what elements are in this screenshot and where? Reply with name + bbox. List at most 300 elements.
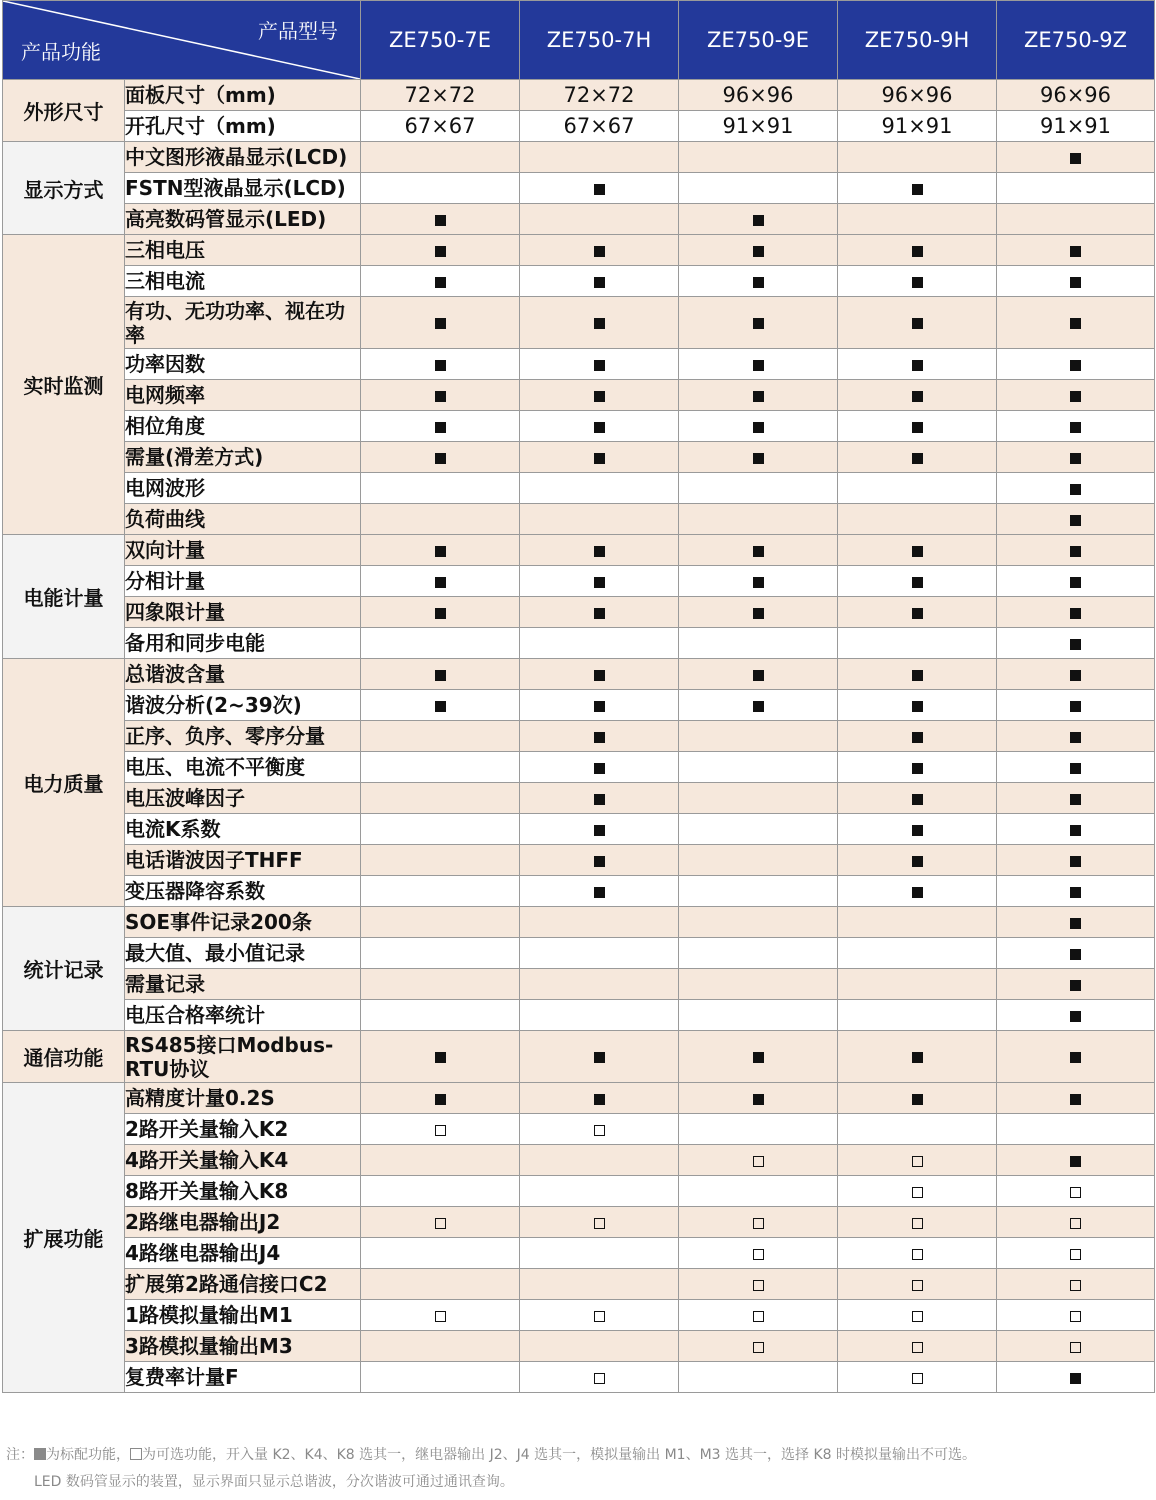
value-cell <box>997 266 1155 297</box>
value-cell <box>997 690 1155 721</box>
standard-square-icon <box>435 246 446 257</box>
value-cell <box>838 876 997 907</box>
optional-square-icon <box>912 1187 923 1198</box>
standard-square-icon <box>1070 453 1081 464</box>
standard-square-icon <box>594 577 605 588</box>
value-cell <box>361 380 520 411</box>
value-cell <box>997 111 1155 142</box>
standard-square-icon <box>1070 670 1081 681</box>
value-cell <box>838 690 997 721</box>
standard-square-icon <box>594 453 605 464</box>
value-cell <box>997 721 1155 752</box>
optional-square-icon <box>435 1218 446 1229</box>
value-cell <box>679 907 838 938</box>
table-row <box>3 1238 1155 1269</box>
standard-square-icon <box>1070 246 1081 257</box>
standard-square-icon <box>34 1448 46 1460</box>
feature-label: 2路继电器输出J2 <box>125 1207 361 1238</box>
category-label: 实时监测 <box>3 235 125 535</box>
standard-square-icon <box>435 577 446 588</box>
value-cell <box>838 204 997 235</box>
value-cell <box>361 659 520 690</box>
feature-label: RS485接口Modbus-RTU协议 <box>125 1031 361 1083</box>
standard-square-icon <box>912 1094 923 1105</box>
optional-square-icon <box>753 1249 764 1260</box>
value-cell <box>520 1176 679 1207</box>
value-cell <box>838 1031 997 1083</box>
value-cell <box>838 1145 997 1176</box>
value-cell <box>361 1300 520 1331</box>
table-row <box>3 1145 1155 1176</box>
value-cell <box>997 473 1155 504</box>
value-cell <box>838 783 997 814</box>
feature-label: 开孔尺寸（mm) <box>125 111 361 142</box>
table-row <box>3 1176 1155 1207</box>
table-row <box>3 235 1155 266</box>
value-cell <box>520 204 679 235</box>
standard-square-icon <box>1070 856 1081 867</box>
value-cell <box>520 1207 679 1238</box>
value-cell <box>520 349 679 380</box>
feature-label: 最大值、最小值记录 <box>125 938 361 969</box>
standard-square-icon <box>435 701 446 712</box>
table-row <box>3 1114 1155 1145</box>
value-cell <box>361 1238 520 1269</box>
table-row <box>3 173 1155 204</box>
table-row <box>3 814 1155 845</box>
optional-square-icon <box>912 1218 923 1229</box>
feature-label: 电话谐波因子THFF <box>125 845 361 876</box>
category-label: 外形尺寸 <box>3 80 125 142</box>
value-cell <box>997 204 1155 235</box>
value-cell <box>520 442 679 473</box>
standard-square-icon <box>753 318 764 329</box>
dimension-value: 96×96 <box>722 83 794 107</box>
value-cell <box>997 1362 1155 1393</box>
value-cell <box>361 938 520 969</box>
value-cell <box>361 1269 520 1300</box>
standard-square-icon <box>435 215 446 226</box>
category-label: 统计记录 <box>3 907 125 1031</box>
table-row <box>3 597 1155 628</box>
standard-square-icon <box>594 794 605 805</box>
value-cell <box>838 535 997 566</box>
standard-square-icon <box>912 1052 923 1063</box>
standard-square-icon <box>912 391 923 402</box>
value-cell <box>520 411 679 442</box>
optional-square-icon <box>912 1280 923 1291</box>
value-cell <box>838 659 997 690</box>
dimension-value: 72×72 <box>404 83 476 107</box>
footnote-prefix: 注： <box>6 1447 34 1463</box>
value-cell <box>838 1331 997 1362</box>
standard-square-icon <box>435 318 446 329</box>
spec-table <box>2 0 1155 1393</box>
table-row <box>3 566 1155 597</box>
value-cell <box>997 907 1155 938</box>
value-cell <box>679 814 838 845</box>
value-cell <box>997 1031 1155 1083</box>
table-row <box>3 266 1155 297</box>
standard-square-icon <box>753 546 764 557</box>
feature-label: 4路开关量输入K4 <box>125 1145 361 1176</box>
value-cell <box>520 907 679 938</box>
corner-model-label: 产品型号 <box>258 19 338 43</box>
table-row <box>3 1207 1155 1238</box>
optional-square-icon <box>753 1342 764 1353</box>
standard-square-icon <box>435 422 446 433</box>
optional-square-icon <box>753 1280 764 1291</box>
value-cell <box>520 1145 679 1176</box>
value-cell <box>679 969 838 1000</box>
standard-square-icon <box>753 701 764 712</box>
standard-square-icon <box>912 825 923 836</box>
standard-square-icon <box>435 277 446 288</box>
value-cell <box>997 442 1155 473</box>
standard-square-icon <box>912 577 923 588</box>
value-cell <box>838 1207 997 1238</box>
optional-square-icon <box>912 1156 923 1167</box>
standard-square-icon <box>1070 277 1081 288</box>
standard-square-icon <box>435 453 446 464</box>
standard-square-icon <box>912 184 923 195</box>
standard-square-icon <box>912 318 923 329</box>
value-cell <box>997 969 1155 1000</box>
optional-square-icon <box>594 1311 605 1322</box>
standard-square-icon <box>594 825 605 836</box>
dimension-value: 91×91 <box>722 114 794 138</box>
footnote-text-a: 为标配功能， <box>46 1447 130 1463</box>
value-cell <box>838 504 997 535</box>
value-cell <box>997 80 1155 111</box>
standard-square-icon <box>753 577 764 588</box>
feature-label: 备用和同步电能 <box>125 628 361 659</box>
feature-label: 负荷曲线 <box>125 504 361 535</box>
value-cell <box>520 1238 679 1269</box>
feature-label: 电网波形 <box>125 473 361 504</box>
model-header: ZE750-7H <box>520 1 679 80</box>
value-cell <box>838 297 997 349</box>
value-cell <box>361 111 520 142</box>
value-cell <box>679 597 838 628</box>
header-corner <box>3 1 361 80</box>
value-cell <box>361 204 520 235</box>
standard-square-icon <box>1070 701 1081 712</box>
value-cell <box>838 173 997 204</box>
standard-square-icon <box>435 360 446 371</box>
standard-square-icon <box>1070 887 1081 898</box>
table-row <box>3 349 1155 380</box>
standard-square-icon <box>753 277 764 288</box>
value-cell <box>361 1114 520 1145</box>
model-header: ZE750-9Z <box>997 1 1155 80</box>
value-cell <box>520 938 679 969</box>
standard-square-icon <box>594 856 605 867</box>
table-row <box>3 1300 1155 1331</box>
standard-square-icon <box>435 1094 446 1105</box>
value-cell <box>997 173 1155 204</box>
table-row <box>3 204 1155 235</box>
standard-square-icon <box>1070 1094 1081 1105</box>
value-cell <box>520 969 679 1000</box>
value-cell <box>838 1000 997 1031</box>
standard-square-icon <box>753 391 764 402</box>
value-cell <box>997 1114 1155 1145</box>
value-cell <box>679 504 838 535</box>
feature-label: 高精度计量0.2S <box>125 1083 361 1114</box>
standard-square-icon <box>1070 794 1081 805</box>
standard-square-icon <box>1070 546 1081 557</box>
dimension-value: 67×67 <box>563 114 635 138</box>
value-cell <box>679 1207 838 1238</box>
value-cell <box>997 1145 1155 1176</box>
value-cell <box>679 845 838 876</box>
value-cell <box>361 235 520 266</box>
table-row <box>3 938 1155 969</box>
optional-square-icon <box>753 1156 764 1167</box>
value-cell <box>520 752 679 783</box>
value-cell <box>997 1238 1155 1269</box>
feature-label: 有功、无功功率、视在功率 <box>125 297 361 349</box>
feature-label: 电压合格率统计 <box>125 1000 361 1031</box>
standard-square-icon <box>753 670 764 681</box>
standard-square-icon <box>435 1052 446 1063</box>
value-cell <box>520 142 679 173</box>
standard-square-icon <box>594 608 605 619</box>
value-cell <box>997 235 1155 266</box>
table-row <box>3 504 1155 535</box>
category-label: 电能计量 <box>3 535 125 659</box>
value-cell <box>997 142 1155 173</box>
standard-square-icon <box>753 360 764 371</box>
standard-square-icon <box>753 1052 764 1063</box>
standard-square-icon <box>1070 484 1081 495</box>
standard-square-icon <box>1070 918 1081 929</box>
optional-square-icon <box>1070 1218 1081 1229</box>
value-cell <box>679 1114 838 1145</box>
feature-label: 功率因数 <box>125 349 361 380</box>
standard-square-icon <box>912 887 923 898</box>
value-cell <box>838 1300 997 1331</box>
value-cell <box>520 1031 679 1083</box>
value-cell <box>361 783 520 814</box>
standard-square-icon <box>1070 422 1081 433</box>
value-cell <box>997 1083 1155 1114</box>
feature-label: 电网频率 <box>125 380 361 411</box>
table-row <box>3 876 1155 907</box>
value-cell <box>997 380 1155 411</box>
value-cell <box>520 535 679 566</box>
table-row <box>3 628 1155 659</box>
value-cell <box>838 566 997 597</box>
standard-square-icon <box>594 277 605 288</box>
standard-square-icon <box>753 215 764 226</box>
feature-label: 4路继电器输出J4 <box>125 1238 361 1269</box>
standard-square-icon <box>912 670 923 681</box>
feature-label: 高亮数码管显示(LED) <box>125 204 361 235</box>
value-cell <box>361 535 520 566</box>
value-cell <box>520 721 679 752</box>
optional-square-icon <box>594 1218 605 1229</box>
value-cell <box>520 1269 679 1300</box>
optional-square-icon <box>1070 1280 1081 1291</box>
feature-label: 面板尺寸（mm) <box>125 80 361 111</box>
value-cell <box>679 1000 838 1031</box>
feature-label: SOE事件记录200条 <box>125 907 361 938</box>
standard-square-icon <box>435 608 446 619</box>
standard-square-icon <box>594 1052 605 1063</box>
standard-square-icon <box>753 422 764 433</box>
optional-square-icon <box>1070 1187 1081 1198</box>
value-cell <box>520 473 679 504</box>
value-cell <box>838 845 997 876</box>
value-cell <box>361 504 520 535</box>
table-row <box>3 690 1155 721</box>
table-row <box>3 845 1155 876</box>
standard-square-icon <box>912 763 923 774</box>
standard-square-icon <box>1070 391 1081 402</box>
value-cell <box>520 504 679 535</box>
value-cell <box>838 721 997 752</box>
feature-label: 总谐波含量 <box>125 659 361 690</box>
header-row <box>3 1 1155 80</box>
value-cell <box>361 1031 520 1083</box>
standard-square-icon <box>594 318 605 329</box>
standard-square-icon <box>594 670 605 681</box>
value-cell <box>838 411 997 442</box>
value-cell <box>838 1238 997 1269</box>
corner-function-label: 产品功能 <box>21 40 101 64</box>
feature-label: 1路模拟量输出M1 <box>125 1300 361 1331</box>
value-cell <box>361 173 520 204</box>
standard-square-icon <box>1070 318 1081 329</box>
value-cell <box>679 566 838 597</box>
dimension-value: 72×72 <box>563 83 635 107</box>
value-cell <box>361 473 520 504</box>
value-cell <box>679 876 838 907</box>
feature-label: 三相电流 <box>125 266 361 297</box>
value-cell <box>361 876 520 907</box>
dimension-value: 67×67 <box>404 114 476 138</box>
optional-square-icon <box>912 1249 923 1260</box>
value-cell <box>679 142 838 173</box>
value-cell <box>679 1083 838 1114</box>
value-cell <box>520 628 679 659</box>
value-cell <box>997 1207 1155 1238</box>
standard-square-icon <box>594 184 605 195</box>
feature-label: 电流K系数 <box>125 814 361 845</box>
value-cell <box>361 1207 520 1238</box>
standard-square-icon <box>1070 949 1081 960</box>
value-cell <box>679 111 838 142</box>
value-cell <box>679 721 838 752</box>
value-cell <box>679 1331 838 1362</box>
value-cell <box>997 1269 1155 1300</box>
table-row <box>3 1269 1155 1300</box>
table-row <box>3 1331 1155 1362</box>
optional-square-icon <box>594 1125 605 1136</box>
table-row <box>3 535 1155 566</box>
value-cell <box>838 473 997 504</box>
value-cell <box>520 597 679 628</box>
standard-square-icon <box>912 246 923 257</box>
standard-square-icon <box>594 887 605 898</box>
table-row <box>3 142 1155 173</box>
value-cell <box>520 380 679 411</box>
value-cell <box>679 535 838 566</box>
value-cell <box>679 1031 838 1083</box>
standard-square-icon <box>594 422 605 433</box>
value-cell <box>679 266 838 297</box>
table-row <box>3 442 1155 473</box>
feature-label: 谐波分析(2~39次) <box>125 690 361 721</box>
value-cell <box>520 1362 679 1393</box>
dimension-value: 91×91 <box>881 114 953 138</box>
value-cell <box>679 297 838 349</box>
standard-square-icon <box>1070 763 1081 774</box>
category-label: 电力质量 <box>3 659 125 907</box>
standard-square-icon <box>912 732 923 743</box>
value-cell <box>679 628 838 659</box>
feature-label: FSTN型液晶显示(LCD) <box>125 173 361 204</box>
standard-square-icon <box>912 453 923 464</box>
value-cell <box>361 814 520 845</box>
dimension-value: 96×96 <box>881 83 953 107</box>
value-cell <box>997 752 1155 783</box>
feature-label: 分相计量 <box>125 566 361 597</box>
optional-square-icon <box>912 1373 923 1384</box>
feature-label: 需量(滑差方式) <box>125 442 361 473</box>
value-cell <box>679 473 838 504</box>
standard-square-icon <box>753 246 764 257</box>
table-row <box>3 969 1155 1000</box>
value-cell <box>679 690 838 721</box>
value-cell <box>997 504 1155 535</box>
value-cell <box>520 783 679 814</box>
standard-square-icon <box>1070 608 1081 619</box>
value-cell <box>361 969 520 1000</box>
value-cell <box>520 1300 679 1331</box>
value-cell <box>361 349 520 380</box>
value-cell <box>679 204 838 235</box>
standard-square-icon <box>594 701 605 712</box>
value-cell <box>838 80 997 111</box>
value-cell <box>361 845 520 876</box>
dimension-value: 96×96 <box>1039 83 1112 107</box>
value-cell <box>997 1000 1155 1031</box>
optional-square-icon <box>753 1311 764 1322</box>
feature-label: 电压波峰因子 <box>125 783 361 814</box>
feature-label: 中文图形液晶显示(LCD) <box>125 142 361 173</box>
value-cell <box>520 1000 679 1031</box>
value-cell <box>838 907 997 938</box>
standard-square-icon <box>912 546 923 557</box>
standard-square-icon <box>594 732 605 743</box>
value-cell <box>679 411 838 442</box>
value-cell <box>997 876 1155 907</box>
value-cell <box>997 297 1155 349</box>
optional-square-icon <box>594 1373 605 1384</box>
value-cell <box>838 349 997 380</box>
table-body <box>3 80 1155 1393</box>
value-cell <box>838 1269 997 1300</box>
value-cell <box>520 173 679 204</box>
value-cell <box>520 80 679 111</box>
feature-label: 电压、电流不平衡度 <box>125 752 361 783</box>
value-cell <box>679 1145 838 1176</box>
value-cell <box>997 535 1155 566</box>
value-cell <box>838 1114 997 1145</box>
